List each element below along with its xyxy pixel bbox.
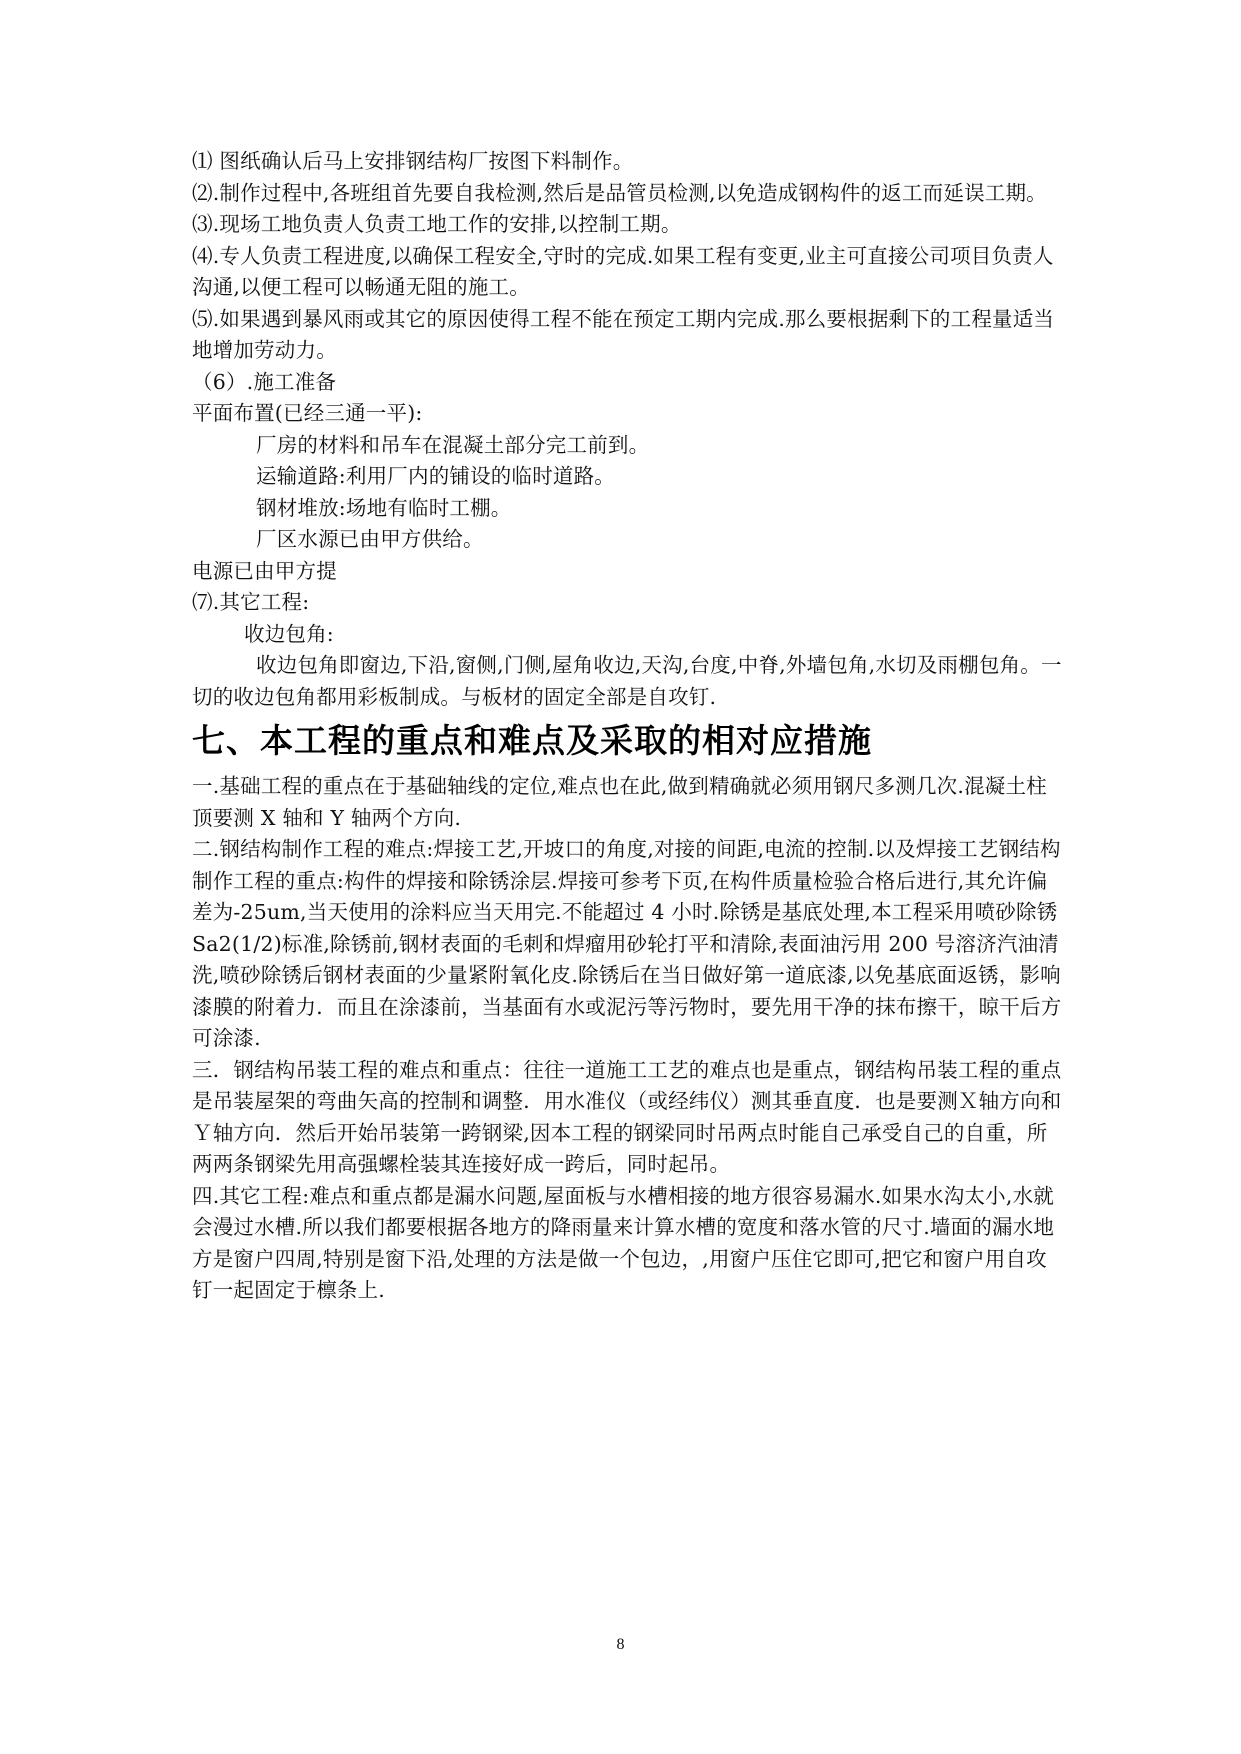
foundation-paragraph: 一.基础工程的重点在于基础轴线的定位,难点也在此,做到精确就必须用钢尺多测几次.混凝土柱顶要测 X 轴和 Y 轴两个方向.	[192, 774, 1047, 830]
page-content	[192, 146, 1062, 1307]
item-1-paragraph: ⑴ 图纸确认后马上安排钢结构厂按图下料制作。	[192, 149, 634, 173]
power-source-line: 电源已由甲方提	[192, 558, 337, 583]
item-3-paragraph: ⑶.现场工地负责人负责工地工作的安排,以控制工期。	[192, 212, 682, 236]
item-6-heading: （6）.施工准备	[192, 369, 337, 394]
item-2-paragraph: ⑵.制作过程中,各班组首先要自我检测,然后是品管员检测,以免造成钢构件的返工而延误工期。	[192, 180, 1047, 205]
edge-trim-label: 收边包角:	[244, 621, 334, 646]
steel-storage-line: 钢材堆放:场地有临时工棚。	[256, 495, 512, 520]
water-source-line: 厂区水源已由甲方供给。	[256, 527, 484, 551]
section-heading: 七、本工程的重点和难点及采取的相对应措施	[192, 721, 872, 760]
materials-arrival-line: 厂房的材料和吊车在混凝土部分完工前到。	[256, 432, 650, 457]
item-4-paragraph: ⑷.专人负责工程进度,以确保工程安全,守时的完成.如果工程有变更,业主可直接公司项目负责人沟通,以便工程可以畅通无阻的施工。	[192, 243, 1054, 299]
layout-plan-label: 平面布置(已经三通一平):	[192, 401, 423, 425]
transport-road-line: 运输道路:利用厂内的铺设的临时道路。	[256, 464, 616, 488]
item-5-paragraph: ⑸.如果遇到暴风雨或其它的原因使得工程不能在预定工期内完成.那么要根据剩下的工程量适当地增加劳动力。	[192, 306, 1055, 362]
page-number: 8	[616, 1636, 625, 1653]
edge-trim-paragraph: 收边包角即窗边,下沿,窗侧,门侧,屋角收边,天沟,台度,中脊,外墙包角,水切及雨棚包角。一切的收边包角都用彩板制成。与板材的固定全部是自攻钉.	[192, 653, 1062, 709]
item-7-heading: ⑺.其它工程:	[192, 590, 310, 614]
fabrication-paragraph: 二.钢结构制作工程的难点:焊接工艺,开坡口的角度,对接的间距,电流的控制.以及焊接工艺钢结构制作工程的重点:构件的焊接和除锈涂层.焊接可参考下页,在构件质量检验合格后进行,其允许偏差为-25um,当天使用的涂料应当天用完.不能超过 4 小时.除锈是基底处理,本工程采用喷砂除锈 Sa2(1/2)标准,除锈前,钢材表面的毛刺和焊瘤用砂轮打平和清除,表面油污用 200 号溶济汽油清洗,喷砂除锈后钢材表面的少量紧附氧化皮.除锈后在当日做好第一道底漆,以免基底面返锈，影响漆膜的附着力．而且在涂漆前，当基面有水或泥污等污物时，要先用干净的抹布擦干，晾干后方可涂漆.	[192, 837, 1062, 1050]
erection-paragraph: 三．钢结构吊装工程的难点和重点：往往一道施工工艺的难点也是重点，钢结构吊装工程的重点是吊装屋架的弯曲矢高的控制和调整．用水准仪（或经纬仪）测其垂直度．也是要测Ｘ轴方向和Ｙ轴方向．然后开始吊装第一跨钢梁,因本工程的钢梁同时吊两点时能自己承受自己的自重，所两两条钢梁先用高强螺栓装其连接好成一跨后，同时起吊。	[192, 1057, 1062, 1176]
other-works-paragraph: 四.其它工程:难点和重点都是漏水问题,屋面板与水槽相接的地方很容易漏水.如果水沟太小,水就会漫过水槽.所以我们都要根据各地方的降雨量来计算水槽的宽度和落水管的尺寸.墙面的漏水地方是窗户四周,特别是窗下沿,处理的方法是做一个包边，,用窗户压住它即可,把它和窗户用自攻钉一起固定于檩条上.	[192, 1183, 1055, 1302]
